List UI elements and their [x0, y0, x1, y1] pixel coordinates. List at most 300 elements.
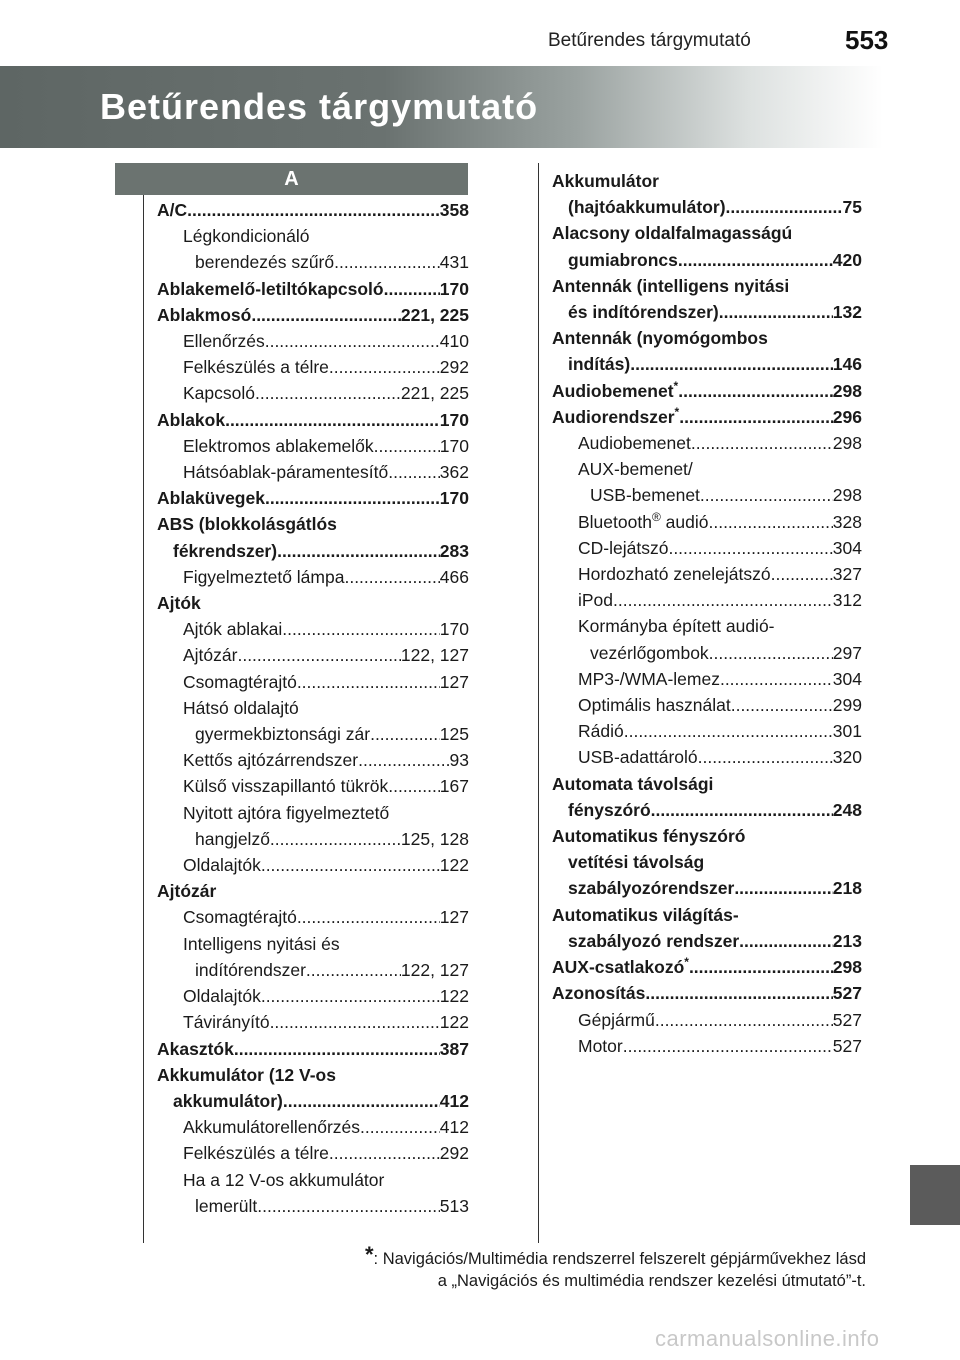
leader-dots [384, 276, 440, 302]
page-ref: 283 [439, 540, 469, 561]
index-entry [157, 852, 469, 878]
index-entry [552, 194, 862, 220]
leader-dots [374, 433, 440, 459]
page-ref: 296 [832, 406, 862, 427]
index-entry [157, 590, 469, 616]
entry-term-text: Ablakok [157, 409, 226, 430]
leader-dots [726, 194, 843, 220]
leader-dots [739, 928, 833, 954]
index-entry [157, 249, 469, 275]
entry-term-text: Csomagtérajtó [183, 907, 297, 928]
footnote [365, 1244, 866, 1292]
entry-term-text: Felkészülés a télre [183, 1143, 329, 1164]
index-entry [552, 875, 862, 901]
page-ref: 410 [439, 331, 469, 352]
entry-term-text: Ajtók [157, 593, 201, 614]
index-entry [552, 247, 862, 273]
leader-dots [297, 669, 440, 695]
page-ref: 75 [842, 197, 862, 218]
entry-term-text: Akasztók [157, 1038, 234, 1059]
index-entry [552, 273, 862, 299]
entry-term-text: Csomagtérajtó [183, 671, 297, 692]
entry-term-text: indítás) [568, 354, 631, 375]
index-entry [157, 564, 469, 590]
leader-dots [270, 1009, 440, 1035]
index-entry [157, 1193, 469, 1219]
entry-term-text: Automata távolsági [552, 773, 714, 794]
entry-term [183, 354, 329, 380]
index-entry [157, 276, 469, 302]
leader-dots [613, 587, 833, 613]
entry-term [195, 249, 334, 275]
page-ref: 93 [449, 750, 469, 771]
entry-term [552, 774, 713, 794]
entry-term-text: vetítési távolság [568, 852, 705, 873]
page-ref: 420 [832, 249, 862, 270]
leader-dots [678, 378, 833, 404]
page-ref: 213 [832, 930, 862, 951]
entry-term [183, 1114, 360, 1140]
index-entry [552, 980, 862, 1006]
index-entry [157, 669, 469, 695]
entry-term-text: Rádió [578, 721, 624, 742]
leader-dots [623, 1033, 833, 1059]
index-entry [157, 354, 469, 380]
entry-term [183, 1140, 329, 1166]
leader-dots [297, 904, 440, 930]
index-entry [157, 773, 469, 799]
page-ref: 122 [439, 1012, 469, 1033]
entry-term [183, 642, 237, 668]
entry-term-text: Optimális használat [578, 695, 731, 716]
page-ref: 125, 128 [400, 828, 469, 849]
entry-term [578, 666, 720, 692]
entry-term [552, 905, 739, 925]
entry-term [578, 718, 624, 744]
index-entry [552, 220, 862, 246]
entry-term-text: Elektromos ablakemelők [183, 435, 374, 456]
index-entry [552, 378, 862, 404]
leader-dots [678, 247, 833, 273]
index-entry [157, 747, 469, 773]
entry-term [183, 616, 282, 642]
index-entry [157, 328, 469, 354]
entry-term-text: Ha a 12 V-os akkumulátor [183, 1169, 385, 1190]
leader-dots [388, 459, 440, 485]
index-entry [157, 1062, 469, 1088]
entry-term-text: akkumulátor) [173, 1090, 283, 1111]
entry-term-text: Automatikus fényszóró [552, 826, 746, 847]
page-ref: 292 [439, 1143, 469, 1164]
index-entry [552, 718, 862, 744]
entry-term-text: Hordozható zenelejátszó [578, 564, 771, 585]
index-entry [157, 721, 469, 747]
entry-term [183, 904, 297, 930]
index-entry [157, 1140, 469, 1166]
entry-term-text: Akkumulátor (12 V-os [157, 1064, 336, 1085]
entry-term-text: Ablaküvegek [157, 488, 265, 509]
leader-dots [261, 983, 440, 1009]
leader-dots [370, 721, 440, 747]
index-entry [157, 380, 469, 406]
index-entry [552, 561, 862, 587]
entry-term [195, 1193, 257, 1219]
entry-term [590, 640, 709, 666]
index-entry [157, 459, 469, 485]
entry-term [552, 404, 679, 430]
page-ref: 527 [832, 1009, 862, 1030]
index-entry [157, 1009, 469, 1035]
entry-term-text: Audiorendszer [552, 406, 675, 427]
leader-dots [624, 718, 833, 744]
page-ref: 170 [439, 619, 469, 640]
entry-term-text: Audiobemenet [552, 380, 674, 401]
leader-dots [277, 538, 440, 564]
entry-term-text: Ajtózár [157, 881, 217, 902]
leader-dots [731, 692, 833, 718]
entry-term [568, 928, 739, 954]
leader-dots [329, 1140, 440, 1166]
entry-term [157, 302, 251, 328]
page-ref: 127 [439, 907, 469, 928]
entry-term [183, 852, 261, 878]
index-entry [552, 692, 862, 718]
leader-dots [265, 328, 440, 354]
entry-term [578, 692, 731, 718]
index-entry [552, 351, 862, 377]
entry-term-text: hangjelző [195, 828, 270, 849]
entry-term [590, 482, 700, 508]
page-ref: 299 [832, 695, 862, 716]
entry-term [578, 1007, 655, 1033]
leader-dots [255, 380, 401, 406]
entry-term [157, 881, 216, 901]
asterisk-mark: * [674, 405, 680, 419]
entry-term [578, 616, 775, 636]
index-entry [157, 983, 469, 1009]
entry-term-text: Figyelmeztető lámpa [183, 566, 345, 587]
entry-term-text: gyermekbiztonsági zár [195, 724, 371, 745]
leader-dots [708, 509, 832, 535]
entry-term-text: Akkumulátor [552, 171, 659, 191]
entry-term-text: Hátsó oldalajtó [183, 697, 299, 718]
leader-dots [388, 773, 440, 799]
page-ref: 248 [832, 799, 862, 820]
entry-term-text: Hátsóablak-páramentesítő [183, 462, 389, 483]
leader-dots [237, 642, 400, 668]
entry-term [157, 514, 337, 534]
entry-term-text: Kapcsoló [183, 383, 255, 404]
entry-term [578, 459, 693, 479]
index-entry [552, 797, 862, 823]
leader-dots [358, 747, 449, 773]
entry-term-text: iPod [578, 590, 614, 611]
entry-term [157, 276, 384, 302]
entry-term-text: USB-adattároló [578, 747, 698, 768]
index-entry [157, 904, 469, 930]
page-ref: 218 [832, 878, 862, 899]
index-entry [552, 404, 862, 430]
page-ref: 431 [439, 252, 469, 273]
entry-term-text: berendezés szűrő [195, 252, 335, 273]
page-ref: 170 [439, 278, 469, 299]
entry-term [183, 380, 255, 406]
entry-term-text: Ajtók ablakai [183, 619, 283, 640]
leader-dots [306, 957, 401, 983]
entry-term [183, 803, 389, 823]
entry-term [183, 747, 358, 773]
index-entry [552, 1033, 862, 1059]
entry-term [195, 957, 306, 983]
entry-term-text: Légkondicionáló [183, 226, 310, 247]
entry-term [552, 980, 645, 1006]
index-entry [552, 482, 862, 508]
index-entry [157, 538, 469, 564]
entry-term-text: Ablakmosó [157, 304, 252, 325]
page-title: Betűrendes tárgymutató [100, 86, 539, 127]
entry-term-text: Felkészülés a télre [183, 357, 329, 378]
entry-term [157, 485, 265, 511]
entry-term [195, 826, 270, 852]
entry-term [552, 328, 768, 348]
leader-dots [225, 407, 440, 433]
leader-dots [679, 404, 833, 430]
entry-term-text: Intelligens nyitási és [183, 933, 340, 954]
entry-term-text: fékrendszer) [173, 540, 278, 561]
index-entry [157, 800, 469, 826]
asterisk-mark: * [684, 955, 689, 970]
index-entry [552, 902, 862, 928]
entry-term-text: fényszóró [568, 799, 651, 820]
section-tab [910, 1165, 960, 1225]
page-ref: 125 [439, 724, 469, 745]
page-ref: 527 [832, 983, 862, 1004]
page-ref: 320 [832, 747, 862, 768]
page-number: 553 [845, 25, 889, 55]
index-entry [157, 1167, 469, 1193]
entry-term [183, 934, 340, 954]
page-ref: 298 [832, 380, 862, 401]
index-entry [157, 197, 469, 223]
entry-term-text: CD-lejátszó [578, 537, 669, 558]
entry-term-text: Azonosítás [552, 983, 646, 1004]
entry-term [552, 171, 659, 191]
entry-term [183, 226, 310, 246]
leader-dots [709, 640, 833, 666]
index-entry [552, 954, 862, 980]
entry-term-text: Gépjármű [578, 1009, 655, 1030]
entry-term-text: Bluetooth [578, 511, 652, 532]
leader-dots [689, 954, 833, 980]
page-ref: 304 [832, 537, 862, 558]
entry-term [183, 698, 299, 718]
registered-mark: ® [651, 509, 661, 524]
index-column-left [157, 197, 469, 1219]
index-entry [552, 666, 862, 692]
leader-dots [655, 1007, 833, 1033]
entry-term [578, 535, 668, 561]
leader-dots [651, 797, 833, 823]
page-ref: 301 [832, 721, 862, 742]
page-ref: 127 [439, 671, 469, 692]
index-entry [552, 823, 862, 849]
entry-term [183, 1170, 384, 1190]
leader-dots [700, 482, 833, 508]
leader-dots [187, 197, 440, 223]
entry-term-text: Távirányító [183, 1012, 270, 1033]
page-ref: 167 [439, 776, 469, 797]
index-entry [552, 928, 862, 954]
entry-term-text: szabályozó rendszer [568, 930, 740, 951]
index-entry [552, 456, 862, 482]
entry-term-text: Akkumulátorellenőrzés [183, 1117, 361, 1138]
leader-dots [261, 852, 440, 878]
entry-term [157, 593, 201, 613]
page-ref: 298 [832, 485, 862, 506]
leader-dots [698, 744, 833, 770]
page-ref: 146 [832, 354, 862, 375]
leader-dots [334, 249, 440, 275]
entry-term [578, 744, 698, 770]
entry-term [157, 1065, 336, 1085]
leader-dots [282, 616, 440, 642]
footnote-text-1: : Navigációs/Multimédia rendszerrel felszerelt gépjárművekhez lásd [373, 1250, 866, 1268]
entry-term [173, 1088, 283, 1114]
entry-term-text: Audiobemenet [578, 433, 691, 454]
index-entry [552, 771, 862, 797]
column-divider-left [143, 195, 144, 1243]
index-entry [157, 616, 469, 642]
leader-dots [630, 351, 833, 377]
index-entry [157, 485, 469, 511]
leader-dots [645, 980, 832, 1006]
entry-term-text: USB-bemenet [590, 485, 700, 506]
entry-term-text: AUX-bemenet/ [578, 459, 693, 480]
section-title: Betűrendes tárgymutató [548, 30, 751, 51]
leader-dots [270, 826, 401, 852]
index-entry [157, 302, 469, 328]
entry-term-text: Alacsony oldalfalmagasságú [552, 223, 793, 244]
index-entry [157, 433, 469, 459]
index-entry [552, 640, 862, 666]
entry-term [183, 564, 344, 590]
entry-term [568, 299, 719, 325]
leader-dots [691, 430, 833, 456]
index-entry [157, 1088, 469, 1114]
page-ref: 170 [439, 435, 469, 456]
entry-term [157, 1036, 234, 1062]
entry-term-text: Nyitott ajtóra figyelmeztető [183, 802, 390, 823]
column-divider-middle [538, 163, 539, 1243]
entry-term [568, 875, 734, 901]
page-ref: 298 [832, 957, 862, 978]
page-ref: 122 [439, 855, 469, 876]
index-entry [157, 695, 469, 721]
index-entry [552, 168, 862, 194]
entry-term [183, 773, 388, 799]
entry-term [183, 1009, 270, 1035]
entry-term [552, 378, 678, 404]
entry-term-text: lemerült [195, 1195, 258, 1216]
page-ref: 387 [439, 1038, 469, 1059]
index-entry [552, 849, 862, 875]
entry-term-text: gumiabroncs [568, 249, 678, 270]
page-ref: 312 [832, 590, 862, 611]
index-column-right [552, 168, 862, 1059]
page-ref: 170 [439, 409, 469, 430]
entry-term [183, 328, 265, 354]
page-ref: 122, 127 [400, 959, 469, 980]
entry-term [552, 826, 746, 846]
index-entry [552, 587, 862, 613]
leader-dots [734, 875, 832, 901]
entry-term-text: Automatikus világítás- [552, 904, 739, 925]
entry-term [183, 433, 374, 459]
page-ref: 527 [832, 1035, 862, 1056]
entry-term-text: AUX-csatlakozó [552, 957, 685, 978]
entry-term [183, 459, 388, 485]
entry-term-text: Oldalajtók [183, 986, 261, 1007]
entry-term [578, 587, 613, 613]
entry-term [568, 247, 678, 273]
entry-term-text: vezérlőgombok [590, 642, 709, 663]
entry-term-text: Ablakemelő-letiltókapcsoló [157, 278, 384, 299]
entry-term [578, 1033, 623, 1059]
page-ref: 513 [439, 1195, 469, 1216]
page-ref: 412 [439, 1117, 469, 1138]
entry-term-text: Külső visszapillantó tükrök [183, 776, 389, 797]
letter-section-header: A [115, 163, 468, 195]
entry-term [552, 276, 789, 296]
entry-term [183, 669, 297, 695]
page-ref: 466 [439, 566, 469, 587]
entry-term [578, 430, 691, 456]
entry-term [157, 197, 187, 223]
page-ref: 358 [439, 200, 469, 220]
index-entry [552, 509, 862, 535]
entry-term [568, 194, 726, 220]
entry-term-text: ABS (blokkolásgátlós [157, 514, 337, 535]
entry-term-text: indítórendszer [195, 959, 306, 980]
leader-dots [257, 1193, 440, 1219]
index-entry [157, 511, 469, 537]
index-entry [552, 325, 862, 351]
entry-term-text: Ajtózár [183, 645, 238, 666]
page-ref: 328 [832, 511, 862, 532]
page-ref: 292 [439, 357, 469, 378]
page-ref: 298 [832, 433, 862, 454]
leader-dots [668, 535, 832, 561]
page-ref: 304 [832, 668, 862, 689]
entry-term [568, 852, 704, 872]
index-entry [157, 407, 469, 433]
entry-term [568, 797, 651, 823]
entry-term-text: Kettős ajtózárrendszer [183, 750, 359, 771]
page-header [0, 0, 960, 66]
entry-term-text: Oldalajtók [183, 855, 261, 876]
page-ref: 132 [832, 302, 862, 323]
leader-dots [283, 1088, 440, 1114]
index-entry [552, 613, 862, 639]
entry-term [552, 954, 689, 980]
page-ref: 221, 225 [400, 304, 469, 325]
page-ref: 221, 225 [400, 383, 469, 404]
entry-term-text: szabályozórendszer [568, 878, 735, 899]
entry-term-text: Ellenőrzés [183, 331, 265, 352]
entry-term-text: (hajtóakkumulátor) [568, 197, 726, 218]
entry-term [568, 351, 630, 377]
page-ref: 412 [439, 1090, 469, 1111]
